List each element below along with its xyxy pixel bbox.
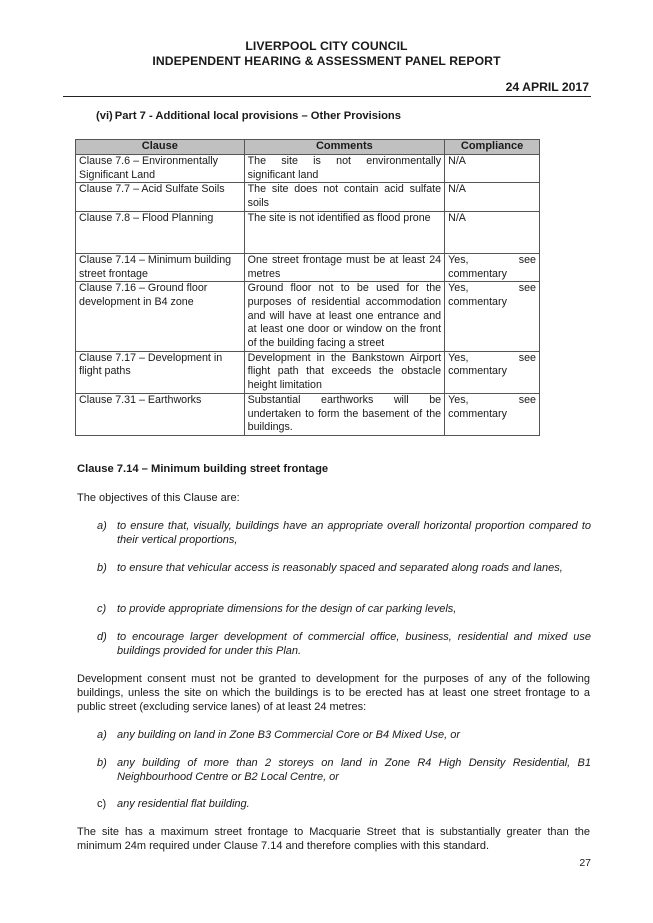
report-panel-title: INDEPENDENT HEARING & ASSESSMENT PANEL REPORT <box>152 54 501 68</box>
compliance-yes: Yes, <box>448 393 469 406</box>
comments-cell: The site does not contain acid sulfate soils <box>244 183 444 211</box>
clause-cell: Clause 7.17 – Development in flight paths <box>76 351 245 393</box>
clause-cell: Clause 7.31 – Earthworks <box>76 393 245 435</box>
comments-cell: The site is not environmentally significant land <box>244 155 444 183</box>
objective-text: to encourage larger development of commercial office, business, residential and mixed use buildings provided for under this Plan. <box>117 631 591 657</box>
compliance-cell: N/A <box>445 211 540 253</box>
conclusion-paragraph: The site has a maximum street frontage to Macquarie Street that is substantially greater than the minimum 24m required under Clause 7.14 and therefore complies with this standard. <box>77 826 590 852</box>
clause-cell: Clause 7.6 – Environmentally Significant Land <box>76 155 245 183</box>
page-number: 27 <box>579 857 591 869</box>
report-date: 24 APRIL 2017 <box>505 80 589 94</box>
comments-cell: The site is not identified as flood prone <box>244 211 444 253</box>
provisions-table <box>75 139 540 436</box>
objective-label: c) <box>97 603 107 615</box>
column-header-comments: Comments <box>244 140 444 155</box>
objective-item <box>97 630 591 658</box>
objective-text: to provide appropriate dimensions for the design of car parking levels, <box>117 603 457 615</box>
objective-text: to ensure that, visually, buildings have an appropriate overall horizontal proportion compared to their vertical proportions, <box>117 520 591 546</box>
report-council-title: LIVERPOOL CITY COUNCIL <box>245 39 408 53</box>
objectives-intro: The objectives of this Clause are: <box>77 492 240 504</box>
building-item <box>97 797 591 811</box>
compliance-see: see <box>518 351 536 364</box>
table-row <box>76 253 540 281</box>
table-row <box>76 183 540 211</box>
compliance-commentary: commentary <box>448 365 507 378</box>
compliance-cell: N/A <box>445 155 540 183</box>
comments-cell: Substantial earthworks will be undertaken to form the basement of the buildings. <box>244 393 444 435</box>
section-number: (vi) <box>96 110 113 122</box>
building-text: any building of more than 2 storeys on land in Zone R4 High Density Residential, B1 Neighbourhood Centre or B2 Local Centre, or <box>117 757 591 783</box>
compliance-yes: Yes, <box>448 351 469 364</box>
objective-label: a) <box>97 520 107 532</box>
compliance-commentary: commentary <box>448 295 507 308</box>
compliance-yes: Yes, <box>448 253 469 266</box>
objective-item <box>97 561 591 575</box>
compliance-cell <box>445 351 540 393</box>
building-text: any building on land in Zone B3 Commercial Core or B4 Mixed Use, or <box>117 729 460 741</box>
objective-item <box>97 519 591 547</box>
table-row <box>76 393 540 435</box>
building-text: any residential flat building. <box>117 798 250 810</box>
table-row <box>76 155 540 183</box>
comments-cell: Development in the Bankstown Airport flight path that exceeds the obstacle height limitation <box>244 351 444 393</box>
column-header-clause: Clause <box>76 140 245 155</box>
column-header-compliance: Compliance <box>445 140 540 155</box>
section-heading <box>96 110 401 122</box>
building-label: c) <box>97 798 107 810</box>
table-header-row <box>76 140 540 155</box>
comments-cell: One street frontage must be at least 24 metres <box>244 253 444 281</box>
compliance-cell <box>445 282 540 352</box>
building-label: b) <box>97 757 107 769</box>
objective-label: b) <box>97 562 107 574</box>
objective-text: to ensure that vehicular access is reasonably spaced and separated along roads and lanes, <box>117 562 563 574</box>
clause-cell: Clause 7.14 – Minimum building street frontage <box>76 253 245 281</box>
compliance-see: see <box>518 393 536 406</box>
compliance-see: see <box>518 253 536 266</box>
compliance-cell <box>445 393 540 435</box>
compliance-cell <box>445 253 540 281</box>
clause-cell: Clause 7.8 – Flood Planning <box>76 211 245 253</box>
section-title: Part 7 - Additional local provisions – Other Provisions <box>114 110 401 122</box>
comments-cell: Ground floor not to be used for the purposes of residential accommodation and will have at least one entrance and at least one door or window on the front of the building facing a street <box>244 282 444 352</box>
clause-cell: Clause 7.7 – Acid Sulfate Soils <box>76 183 245 211</box>
objective-item <box>97 602 591 616</box>
compliance-commentary: commentary <box>448 267 507 280</box>
building-item <box>97 756 591 784</box>
header-divider <box>63 96 591 97</box>
table-row <box>76 211 540 253</box>
clause-cell: Clause 7.16 – Ground floor development in B4 zone <box>76 282 245 352</box>
compliance-see: see <box>518 282 536 295</box>
building-item <box>97 728 591 742</box>
clause-7-14-heading: Clause 7.14 – Minimum building street frontage <box>77 463 329 475</box>
compliance-cell: N/A <box>445 183 540 211</box>
table-row <box>76 282 540 352</box>
consent-paragraph: Development consent must not be granted to development for the purposes of any of the following buildings, unless the site on which the buildings is to be erected has at least one street frontage to a public street (excluding service lanes) of at least 24 metres: <box>77 673 590 713</box>
compliance-yes: Yes, <box>448 282 469 295</box>
compliance-commentary: commentary <box>448 407 507 420</box>
objective-label: d) <box>97 631 107 643</box>
table-row <box>76 351 540 393</box>
building-label: a) <box>97 729 107 741</box>
